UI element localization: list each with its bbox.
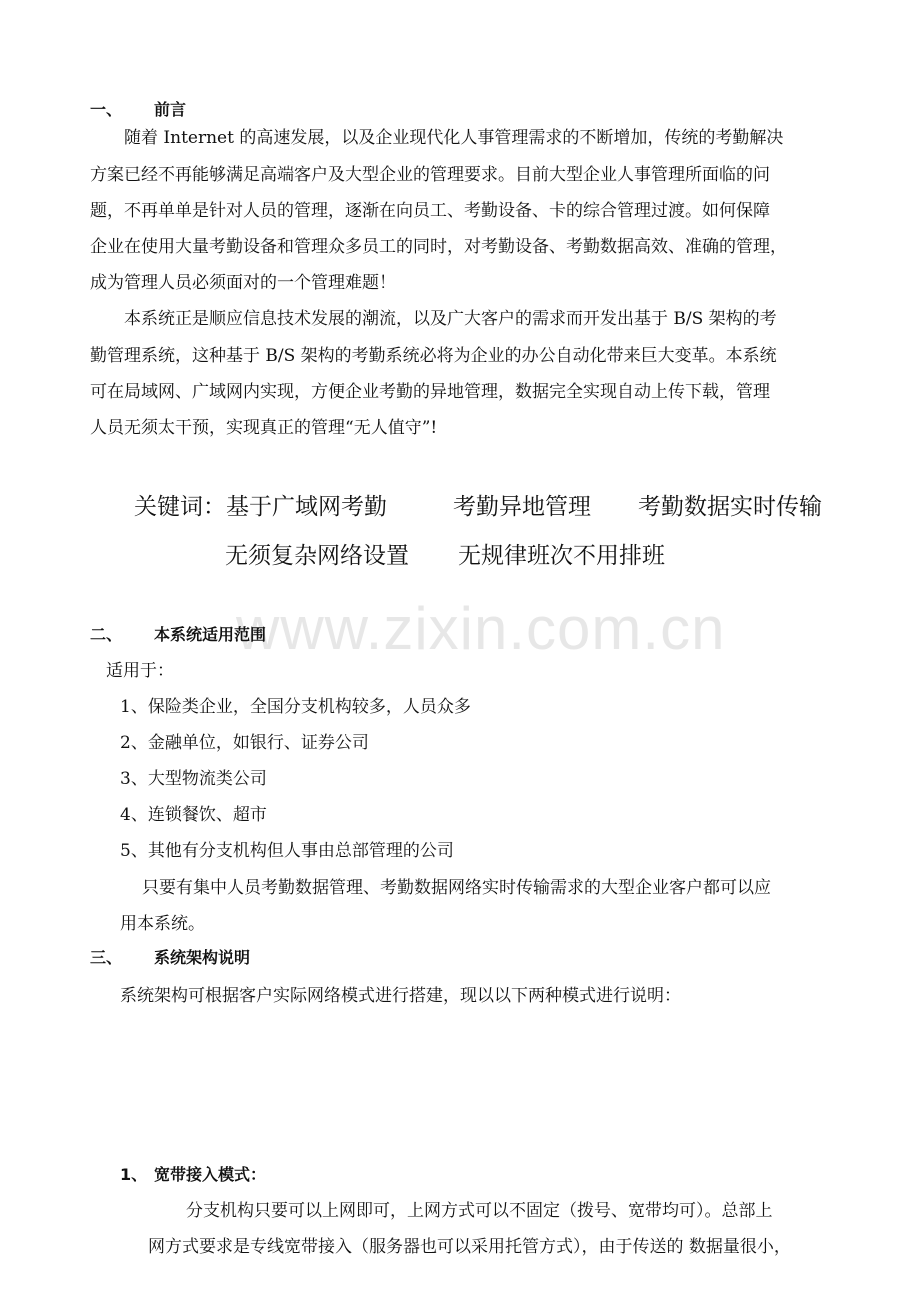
- keyword-item: 考勤异地管理: [453, 494, 591, 520]
- paragraph-line: 可在局域网、广域网内实现，方便企业考勤的异地管理，数据完全实现自动上传下载，管理: [90, 382, 770, 402]
- subsection-number: 1、: [120, 1165, 148, 1184]
- list-item: 1、保险类企业，全国分支机构较多，人员众多: [120, 697, 471, 717]
- keyword-item: 考勤数据实时传输: [638, 494, 822, 520]
- paragraph-line: 人员无须太干预，实现真正的管理“无人值守”!: [90, 418, 438, 438]
- keyword-item: 关键词：基于广域网考勤: [134, 494, 387, 520]
- watermark: www.zixin.com.cn: [236, 595, 726, 662]
- section-1-title: 前言: [154, 100, 187, 119]
- section-3-intro: 系统架构可根据客户实际网络模式进行搭建，现以以下两种模式进行说明：: [120, 986, 681, 1006]
- section-2-number: 二、: [90, 625, 123, 644]
- section-1-number: 一、: [90, 100, 123, 119]
- section-3-title: 系统架构说明: [154, 948, 251, 967]
- paragraph-line: 题，不再单单是针对人员的管理，逐渐在向员工、考勤设备、卡的综合管理过渡。如何保障: [90, 201, 770, 221]
- list-item: 5、其他有分支机构但人事由总部管理的公司: [120, 841, 454, 861]
- keyword-item: 无须复杂网络设置: [225, 543, 409, 569]
- paragraph-line: 随着 Internet 的高速发展，以及企业现代化人事管理需求的不断增加，传统的考勤解决: [124, 128, 784, 148]
- paragraph-line: 方案已经不再能够满足高端客户及大型企业的管理要求。目前大型企业人事管理所面临的问: [90, 165, 770, 185]
- list-item: 2、金融单位，如银行、证券公司: [120, 733, 369, 753]
- section-2-title: 本系统适用范围: [154, 625, 267, 644]
- subsection-title: 宽带接入模式：: [154, 1165, 267, 1184]
- paragraph-line: 成为管理人员必须面对的一个管理难题！: [90, 273, 396, 293]
- paragraph-line: 勤管理系统，这种基于 B/S 架构的考勤系统必将为企业的办公自动化带来巨大变革。本系统: [90, 346, 777, 366]
- keyword-item: 无规律班次不用排班: [458, 543, 665, 569]
- paragraph-line: 用本系统。: [120, 914, 205, 934]
- section-2-intro: 适用于：: [106, 661, 174, 681]
- section-3-number: 三、: [90, 948, 123, 967]
- paragraph-line: 企业在使用大量考勤设备和管理众多员工的同时，对考勤设备、考勤数据高效、准确的管理，: [90, 237, 787, 257]
- paragraph-line: 本系统正是顺应信息技术发展的潮流，以及广大客户的需求而开发出基于 B/S 架构的考: [124, 309, 777, 329]
- paragraph-line: 网方式要求是专线宽带接入（服务器也可以采用托管方式），由于传送的 数据量很小，: [148, 1237, 791, 1257]
- paragraph-line: 只要有集中人员考勤数据管理、考勤数据网络实时传输需求的大型企业客户都可以应: [142, 878, 771, 898]
- list-item: 3、大型物流类公司: [120, 769, 267, 789]
- paragraph-line: 分支机构只要可以上网即可，上网方式可以不固定（拨号、宽带均可）。总部上: [186, 1201, 773, 1221]
- list-item: 4、连锁餐饮、超市: [120, 805, 267, 825]
